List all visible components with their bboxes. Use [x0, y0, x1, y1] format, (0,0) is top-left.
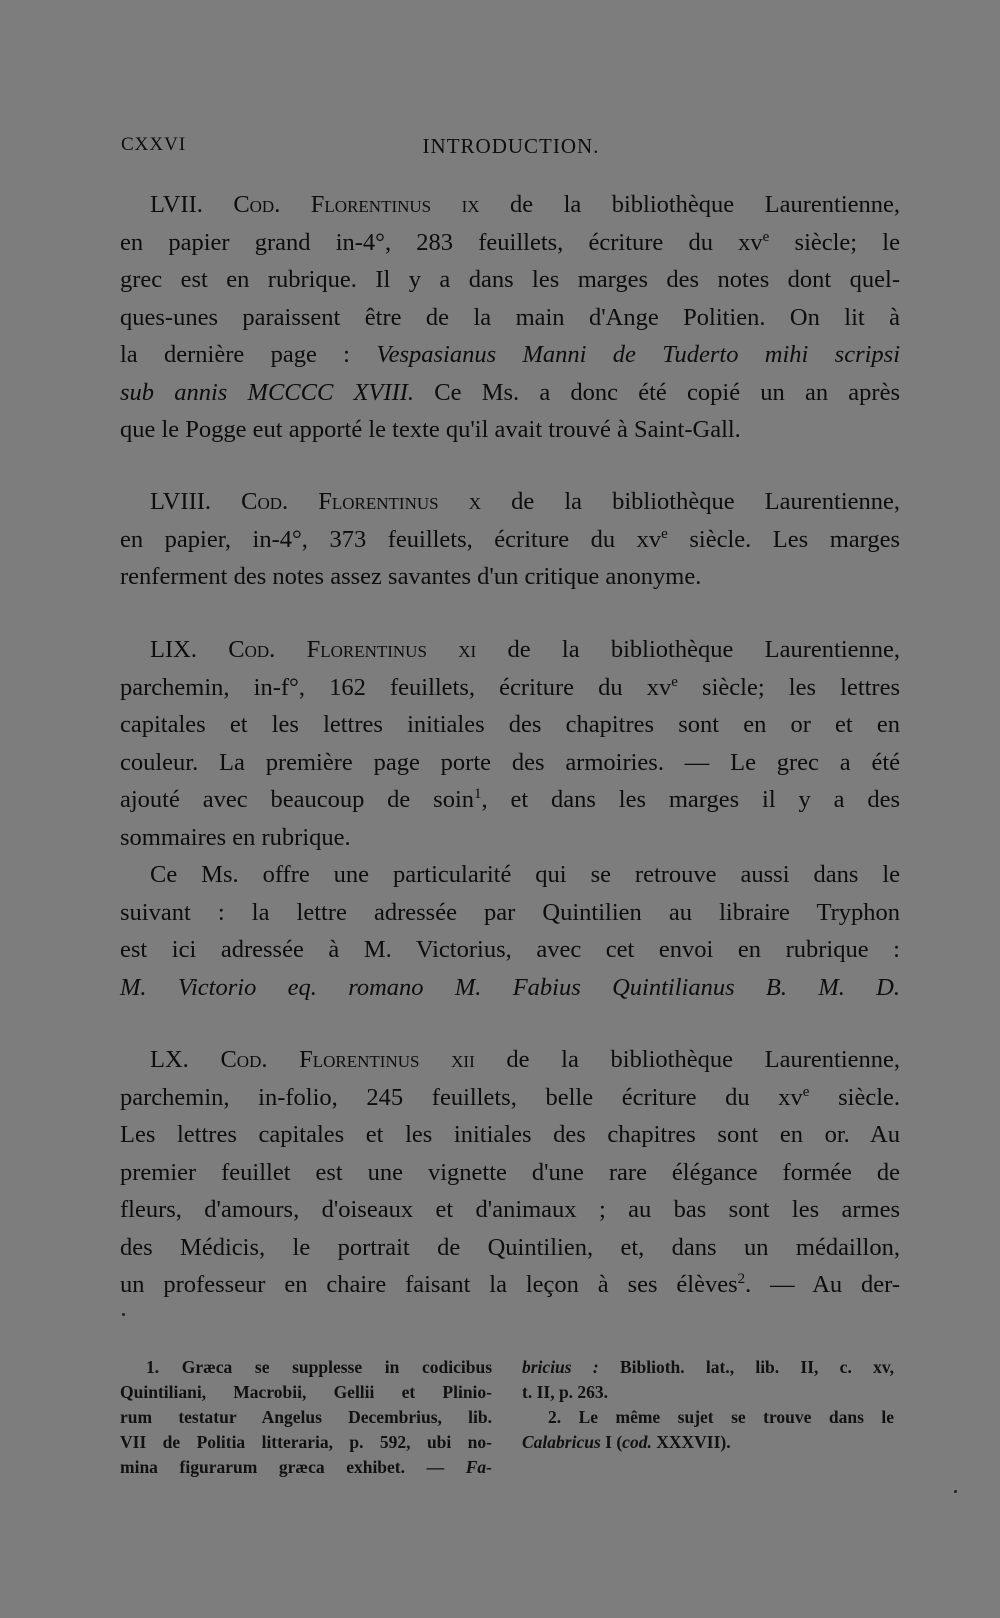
entry-lix: [120, 631, 900, 1006]
footnote-line: VII de Politia litteraria, p. 592, ubi no-: [120, 1432, 492, 1452]
entry-line: la dernière page : Vespasianus Manni de Tuderto mihi scripsi: [120, 341, 901, 368]
footnote-column-right: [522, 1355, 894, 1455]
entry-line: un professeur en chaire faisant la leçon à ses élèves$^2$. — Au der-: [120, 1270, 900, 1298]
footnote-column-left: [120, 1355, 492, 1480]
entry-line: ques-unes paraissent être de la main d'Ange Politien. On lit à: [120, 303, 900, 331]
page-header: [121, 134, 901, 168]
entry-line: Les lettres capitales et les initiales des chapitres sont en or. Au: [120, 1121, 900, 1148]
entry-lvii: [120, 186, 900, 449]
page-number: CXXVI: [121, 134, 187, 155]
entry-line: ajouté avec beaucoup de soin$^1$, et dans les marges il y a des: [120, 785, 901, 813]
entry-line: est ici adressée à M. Victorius, avec cet envoi en rubrique :: [120, 936, 900, 963]
footnote-line: rum testatur Angelus Decembrius, lib.: [120, 1407, 492, 1427]
entry-line: LVIII. Cod. Florentinus x de la bibliothèque Laurentienne,: [150, 488, 901, 515]
entry-line: des Médicis, le portrait de Quintilien, et, dans un médaillon,: [120, 1233, 900, 1261]
footnote-line: bricius : Biblioth. lat., lib. II, c. xv,: [522, 1357, 894, 1377]
print-speck: [122, 1313, 125, 1316]
entry-line: en papier grand in-4°, 283 feuillets, écriture du $xv^e$ siècle; le: [120, 228, 900, 256]
entry-line: capitales et les lettres initiales des chapitres sont en or et en: [120, 711, 900, 738]
print-speck: [954, 1490, 957, 1493]
entry-line: renferment des notes assez savantes d'un critique anonyme.: [120, 563, 702, 590]
entry-lviii: [120, 483, 900, 596]
entry-line: grec est en rubrique. Il y a dans les marges des notes dont quel-: [120, 266, 900, 293]
entry-line: parchemin, in-f°, 162 feuillets, écriture du $xv^e$ siècle; les lettres: [120, 673, 900, 701]
entry-line: couleur. La première page porte des armoiries. — Le grec a été: [120, 748, 900, 776]
entry-line: LVII. Cod. Florentinus ix de la bibliothèque Laurentienne,: [150, 191, 900, 218]
entry-line: Ce Ms. offre une particularité qui se retrouve aussi dans le: [150, 861, 900, 888]
footnote-line: 1. Græca se supplesse in codicibus: [146, 1357, 492, 1377]
entry-line: fleurs, d'amours, d'oiseaux et d'animaux ; au bas sont les armes: [120, 1196, 900, 1223]
entry-line: sommaires en rubrique.: [120, 823, 351, 851]
footnote-line: Quintiliani, Macrobii, Gellii et Plinio-: [120, 1382, 492, 1402]
entry-line: sub annis MCCCC XVIII. Ce Ms. a donc été copié un an après: [120, 378, 900, 406]
entry-line: suivant : la lettre adressée par Quintilien au libraire Tryphon: [120, 898, 900, 926]
entry-line: M. Victorio eq. romano M. Fabius Quintilianus B. M. D.: [120, 973, 900, 1001]
entry-line: LIX. Cod. Florentinus xi de la bibliothèque Laurentienne,: [150, 636, 900, 663]
entry-lx: [120, 1041, 900, 1304]
footnote-ref-1: 1: [474, 785, 482, 802]
entry-line: premier feuillet est une vignette d'une rare élégance formée de: [120, 1158, 900, 1186]
entry-line: LX. Cod. Florentinus xii de la bibliothèque Laurentienne,: [150, 1046, 901, 1073]
footnote-line: Calabricus I (cod. XXXVII).: [522, 1432, 731, 1452]
footnote-ref-2: 2: [737, 1270, 746, 1287]
footnote-line: mina figurarum græca exhibet. — Fa-: [120, 1457, 492, 1477]
entry-line: que le Pogge eut apporté le texte qu'il avait trouvé à Saint-Gall.: [120, 416, 741, 443]
footnote-line: 2. Le même sujet se trouve dans le: [548, 1407, 894, 1427]
entry-line: parchemin, in-folio, 245 feuillets, belle écriture du $xv^e$ siècle.: [120, 1083, 900, 1111]
footnote-line: t. II, p. 263.: [522, 1382, 609, 1402]
running-title: INTRODUCTION.: [422, 134, 600, 158]
entry-line: en papier, in-4°, 373 feuillets, écriture du $xv^e$ siècle. Les marges: [120, 525, 901, 553]
